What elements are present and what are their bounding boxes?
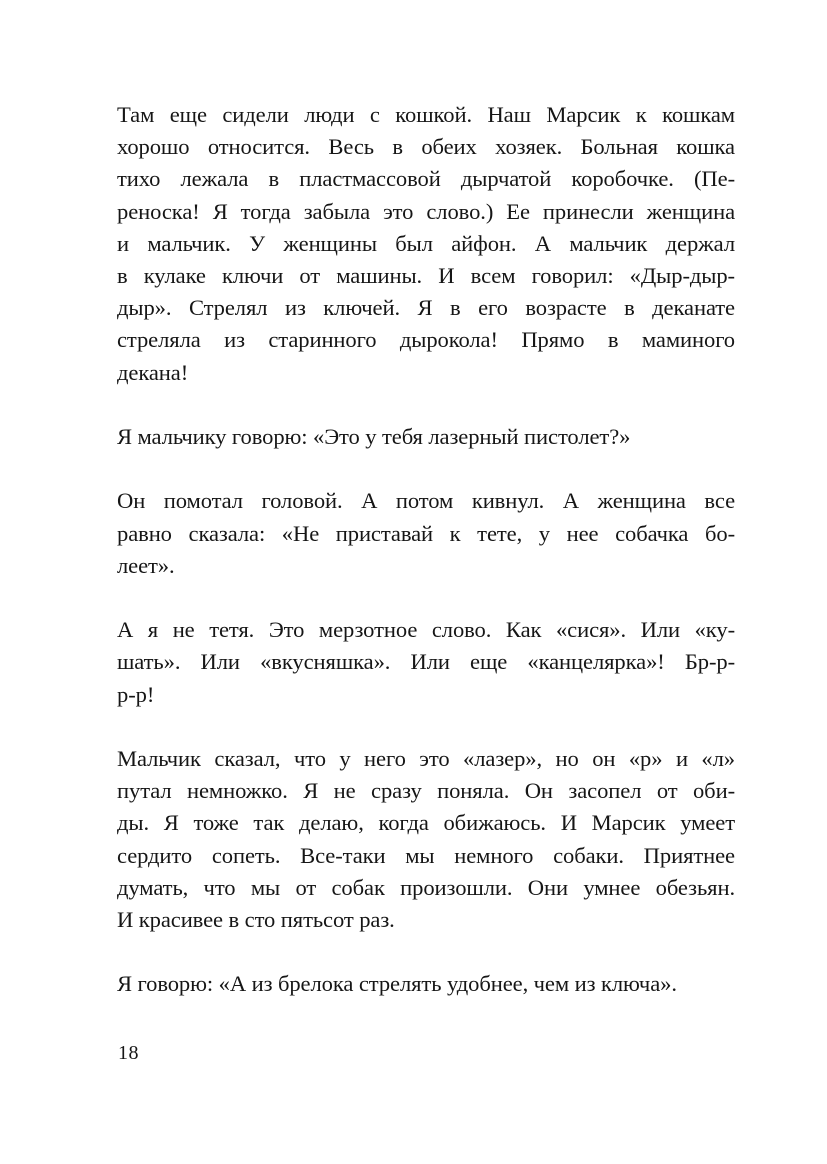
- text-line: И красивее в сто пятьсот раз.: [117, 907, 395, 933]
- paragraph: [117, 421, 735, 453]
- text-line: тихо лежала в пластмассовой дырчатой коробочке. (Пе-: [117, 166, 735, 192]
- text-line: и мальчик. У женщины был айфон. А мальчик держал: [117, 230, 735, 256]
- paragraph: [117, 485, 735, 582]
- text-block: [117, 99, 735, 1001]
- text-line: декана!: [117, 359, 189, 385]
- text-line: р-р!: [117, 681, 155, 707]
- text-line: сердито сопеть. Все-таки мы немного собаки. Приятнее: [117, 842, 735, 868]
- text-line: реноска! Я тогда забыла это слово.) Ее принесли женщина: [117, 198, 735, 224]
- text-line: думать, что мы от собак произошли. Они умнее обезьян.: [117, 874, 735, 900]
- page-number: 18: [118, 1042, 139, 1064]
- paragraph: [117, 968, 735, 1000]
- text-line: А я не тетя. Это мерзотное слово. Как «сися». Или «ку-: [117, 617, 735, 643]
- paragraph: [117, 99, 735, 389]
- text-line: Мальчик сказал, что у него это «лазер», но он «р» и «л»: [117, 746, 735, 771]
- text-line: путал немножко. Я не сразу поняла. Он засопел от оби-: [117, 778, 735, 804]
- text-line: Он помотал головой. А потом кивнул. А женщина все: [117, 488, 735, 514]
- text-line: дыр». Стрелял из ключей. Я в его возрасте в деканате: [117, 295, 735, 321]
- text-line: леет».: [117, 552, 175, 578]
- paragraph: [117, 614, 735, 711]
- text-line: в кулаке ключи от машины. И всем говорил: «Дыр-дыр-: [117, 263, 735, 289]
- text-line: равно сказала: «Не приставай к тете, у нее собачка бо-: [117, 520, 735, 546]
- text-line: хорошо относится. Весь в обеих хозяек. Больная кошка: [117, 134, 735, 160]
- text-line: Там еще сидели люди с кошкой. Наш Марсик к кошкам: [117, 102, 735, 127]
- text-line: стреляла из старинного дырокола! Прямо в маминого: [117, 327, 735, 353]
- text-line: Я говорю: «А из брелока стрелять удобнее, чем из ключа».: [117, 971, 677, 997]
- text-line: Я мальчику говорю: «Это у тебя лазерный пистолет?»: [117, 424, 631, 450]
- text-line: ды. Я тоже так делаю, когда обижаюсь. И Марсик умеет: [117, 810, 735, 836]
- paragraph: [117, 743, 735, 936]
- text-line: шать». Или «вкусняшка». Или еще «канцелярка»! Бр-р-: [117, 649, 735, 675]
